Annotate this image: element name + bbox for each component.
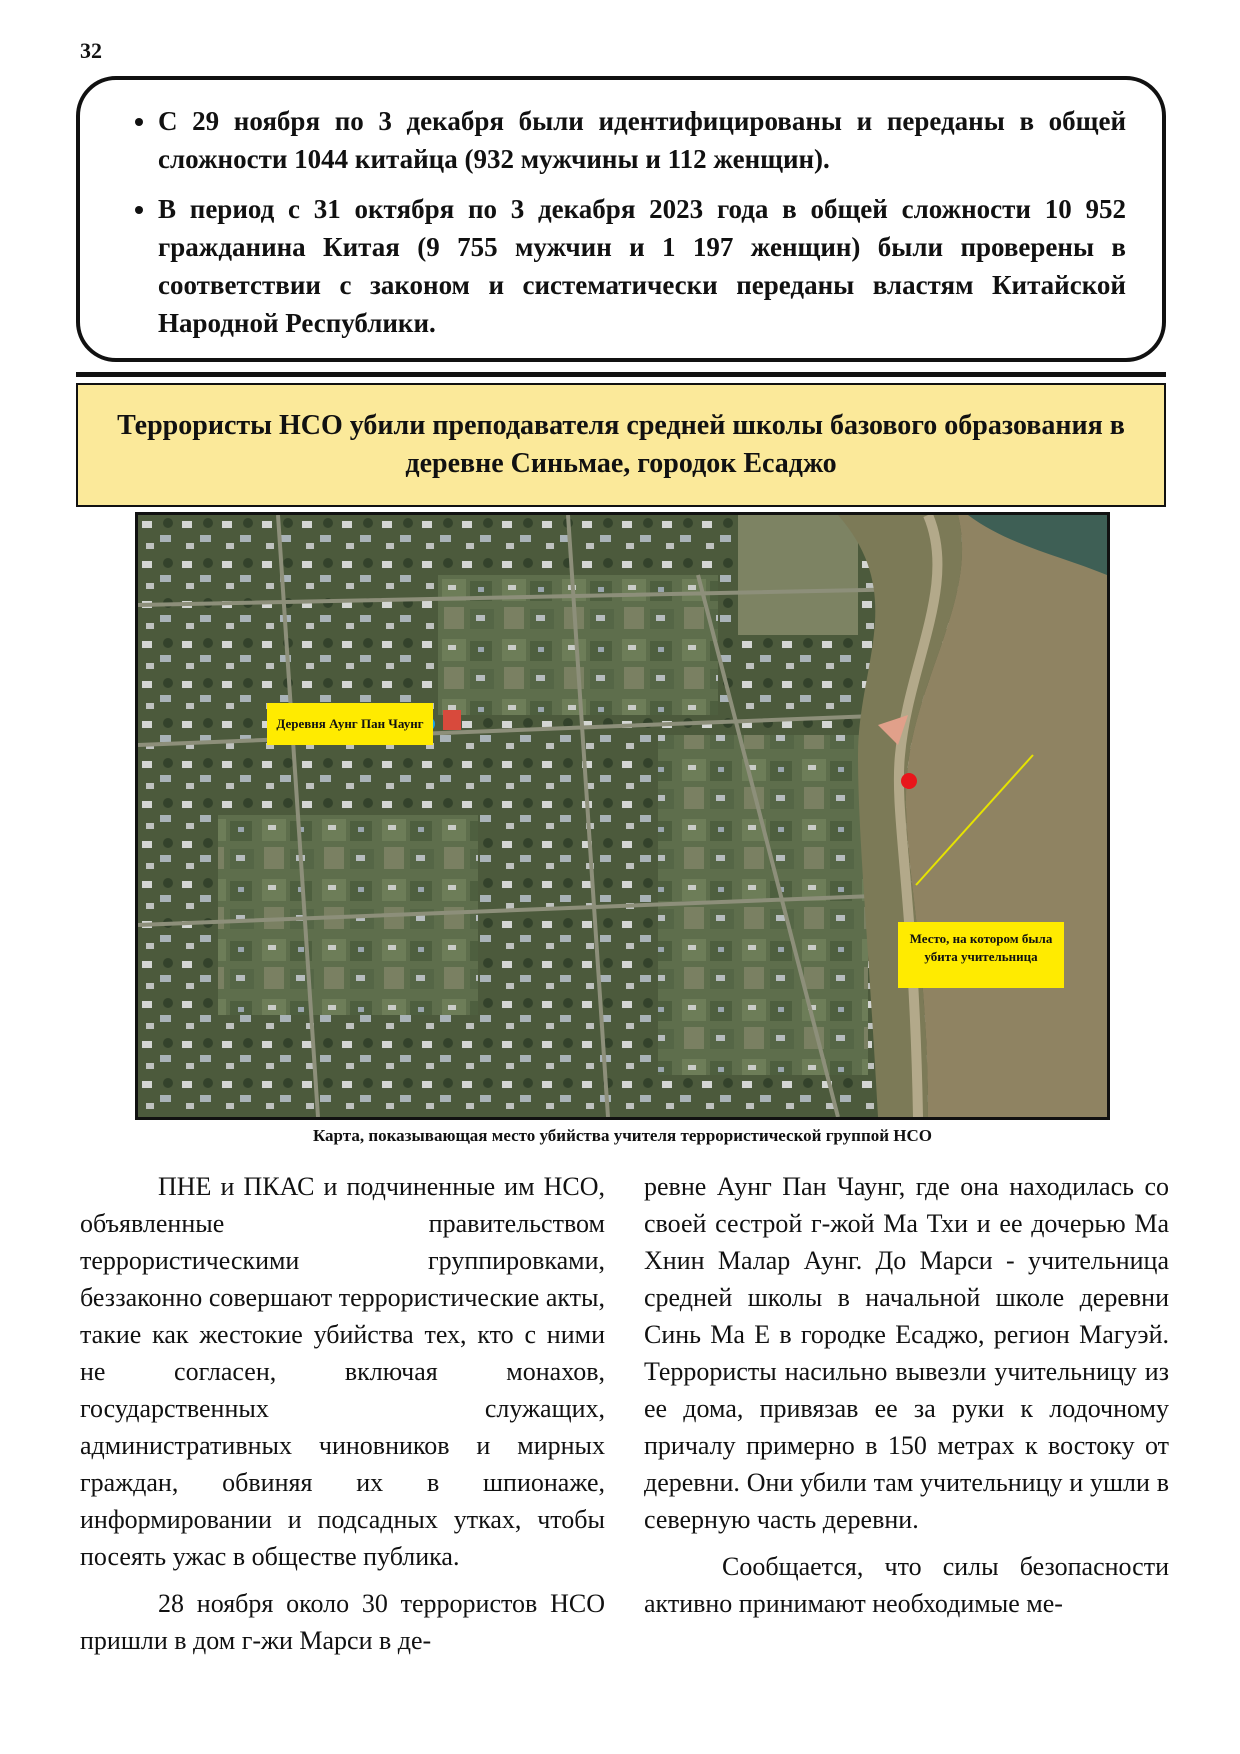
body-column-right [644, 1168, 1169, 1632]
map-caption: Карта, показывающая место убийства учителя террористической группой НСО [312, 1126, 933, 1145]
info-item: • В период с 31 октября по 3 декабря 2023 года в общей сложности 10 952 гражданина Китая (9 755 мужчин и 1 197 женщин) были проверены в соответствии с законом и систематически переданы властям Китайской Народной Республики. [158, 190, 1126, 342]
paragraph: ПНЕ и ПКАС и подчиненные им НСО, объявленные правительством террористическими группировками, беззаконно совершают террористические акты, такие как жестокие убийства тех, кто с ними не согласен, включая монахов, государственных служащих, административных чиновников и мирных граждан, обвиняя их в шпионаже, информировании и подсадных утках, чтобы посеять ужас в обществе публика. [80, 1172, 605, 1571]
village-label: Деревня Аунг Пан Чаунг [267, 703, 433, 745]
satellite-map [135, 512, 1110, 1120]
divider [76, 372, 1166, 377]
body-column-left [80, 1168, 605, 1669]
map-image [138, 515, 1107, 1117]
info-list [114, 102, 1126, 342]
info-item: • С 29 ноября по 3 декабря были идентифицированы и переданы в общей сложности 1044 китайца (932 мужчины и 112 женщин). [158, 102, 1126, 178]
paragraph: 28 ноября около 30 террористов НСО пришли в дом г-жи Марси в де- [80, 1589, 605, 1655]
page-number: 32 [80, 38, 102, 63]
paragraph: ревне Аунг Пан Чаунг, где она находилась со своей сестрой г-жой Ма Тхи и ее дочерью Ма Хнин Малар Аунг. До Марси - учительница средней школы в начальной школе деревни Синь Ма Е в городке Есаджо, регион Магуэй. Террористы насильно вывезли учительницу из ее дома, привязав ее за руки к лодочному причалу примерно в 150 метрах к востоку от деревни. Они убили там учительницу и ушли в северную часть деревни. [644, 1172, 1169, 1534]
info-box [76, 76, 1166, 362]
headline [76, 383, 1166, 507]
paragraph: Сообщается, что силы безопасности активно принимают необходимые ме- [644, 1552, 1169, 1618]
headline-text: Террористы НСО убили преподавателя средней школы базового образования в деревне Синьмае, городок Есаджо [117, 410, 1125, 479]
site-marker [901, 773, 917, 789]
site-label: Место, на котором была убита учительница [898, 922, 1064, 988]
